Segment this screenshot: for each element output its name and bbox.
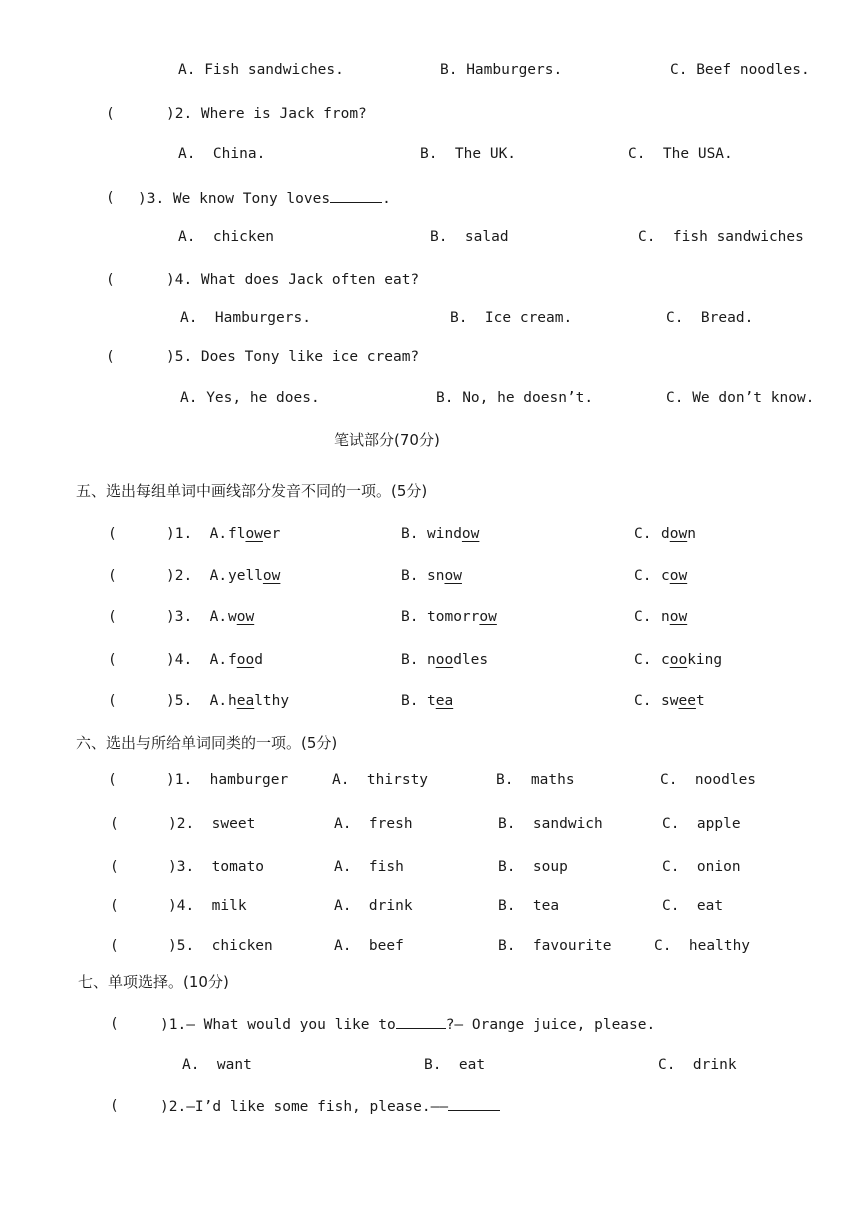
s5-row-number: )2. A. — [166, 568, 228, 584]
s7-q1-option-c: C. drink — [658, 1057, 737, 1073]
s6-row-paren: ( — [108, 772, 117, 788]
q1-option-a: A. Fish sandwiches. — [178, 62, 344, 78]
q3-question — [138, 188, 391, 209]
underlined-letters: ow — [245, 526, 263, 542]
s5-option-b-word: noodles — [427, 652, 489, 668]
s7-q2-question — [160, 1096, 500, 1117]
s5-option-c-label: C. — [634, 609, 652, 625]
s6-row-word: )1. hamburger — [166, 772, 289, 788]
s5-option-a-word: food — [228, 652, 263, 668]
q3-question-end: . — [382, 191, 391, 207]
s5-option-b-label: B. — [401, 526, 419, 542]
s5-option-a-word: yellow — [228, 568, 281, 584]
q2-option-c: C. The USA. — [628, 146, 733, 162]
q3-option-b: B. salad — [430, 229, 509, 245]
s6-option-b: B. tea — [498, 898, 560, 914]
s5-row-paren: ( — [108, 609, 117, 625]
s5-option-b-word: snow — [427, 568, 462, 584]
underlined-letters: ee — [678, 693, 696, 709]
s5-option-c-label: C. — [634, 568, 652, 584]
s5-option-b-word: window — [427, 526, 480, 542]
s6-row-word: )2. sweet — [168, 816, 256, 832]
underlined-letters: ow — [461, 526, 480, 542]
s7-q1-paren: ( — [110, 1016, 119, 1032]
s6-option-a: A. fresh — [334, 816, 413, 832]
q5-option-b: B. No, he doesn’t. — [436, 390, 594, 406]
q1-option-b: B. Hamburgers. — [440, 62, 563, 78]
s6-row-word: )3. tomato — [168, 859, 265, 875]
s6-option-a: A. fish — [334, 859, 404, 875]
s6-option-c: C. apple — [662, 816, 741, 832]
s6-option-b: B. sandwich — [498, 816, 603, 832]
underlined-letters: ow — [262, 568, 281, 584]
q3-option-a: A. chicken — [178, 229, 275, 245]
s5-row-number: )5. A. — [166, 693, 228, 709]
s5-option-a-word: flower — [228, 526, 281, 542]
s5-row-number: )3. A. — [166, 609, 228, 625]
q2-option-b: B. The UK. — [420, 146, 517, 162]
s7-q2-paren: ( — [110, 1098, 119, 1114]
underlined-letters: oo — [669, 652, 688, 668]
s6-row-word: )4. milk — [168, 898, 247, 914]
section6-title: 六、选出与所给单词同类的一项。(5分) — [76, 734, 338, 752]
s5-row-paren: ( — [108, 526, 117, 542]
s5-option-c-word: down — [661, 526, 696, 542]
s5-row-paren: ( — [108, 652, 117, 668]
s7-q1-answer: ?— Orange juice, please. — [445, 1017, 656, 1033]
s5-row-number: )4. A. — [166, 652, 228, 668]
s5-option-b-word: tomorrow — [427, 609, 497, 625]
s5-option-c-word: cooking — [661, 652, 723, 668]
s6-option-b: B. maths — [496, 772, 575, 788]
q4-option-a: A. Hamburgers. — [180, 310, 311, 326]
s5-option-c-label: C. — [634, 652, 652, 668]
q5-option-a: A. Yes, he does. — [180, 390, 320, 406]
q5-option-c: C. We don’t know. — [666, 390, 815, 406]
s7-q1-option-a: A. want — [182, 1057, 252, 1073]
s5-option-c-word: now — [661, 609, 688, 625]
q5-paren: ( — [106, 349, 115, 365]
q4-option-c: C. Bread. — [666, 310, 754, 326]
s5-row-number: )1. A. — [166, 526, 228, 542]
s5-option-b-label: B. — [401, 652, 419, 668]
s6-row-paren: ( — [110, 859, 119, 875]
q3-blank — [330, 188, 382, 203]
s5-option-c-word: sweet — [661, 693, 705, 709]
s5-option-c-label: C. — [634, 526, 652, 542]
q2-option-a: A. China. — [178, 146, 266, 162]
q5-question: )5. Does Tony like ice cream? — [166, 349, 420, 365]
s6-row-paren: ( — [110, 816, 119, 832]
s5-row-paren: ( — [108, 568, 117, 584]
underlined-letters: ow — [669, 609, 688, 625]
underlined-letters: oo — [435, 652, 454, 668]
underlined-letters: ea — [236, 693, 255, 709]
q3-question-text: )3. We know Tony loves — [138, 191, 331, 207]
underlined-letters: ow — [669, 568, 688, 584]
q3-paren: ( — [106, 190, 115, 206]
q4-option-b: B. Ice cream. — [450, 310, 573, 326]
underlined-letters: oo — [236, 652, 255, 668]
s7-q2-blank — [448, 1096, 500, 1111]
s6-option-c: C. onion — [662, 859, 741, 875]
underlined-letters: ow — [236, 609, 255, 625]
s5-option-b-label: B. — [401, 568, 419, 584]
s6-row-paren: ( — [110, 938, 119, 954]
underlined-letters: ow — [669, 526, 688, 542]
s7-q1-text: )1.— What would you like to — [160, 1017, 396, 1033]
s6-option-b: B. favourite — [498, 938, 612, 954]
s7-q1-question — [160, 1014, 655, 1035]
s6-option-c: C. eat — [662, 898, 724, 914]
underlined-letters: ow — [444, 568, 462, 584]
underlined-letters: ow — [479, 609, 497, 625]
s6-option-b: B. soup — [498, 859, 568, 875]
s6-option-a: A. thirsty — [332, 772, 429, 788]
s6-option-c: C. noodles — [660, 772, 757, 788]
s6-option-a: A. drink — [334, 898, 413, 914]
written-part-header: 笔试部分(70分) — [334, 431, 440, 449]
s7-q1-blank — [396, 1014, 446, 1029]
s5-option-c-label: C. — [634, 693, 652, 709]
section7-title: 七、单项选择。(10分) — [78, 973, 229, 991]
q2-paren: ( — [106, 106, 115, 122]
s6-option-a: A. beef — [334, 938, 404, 954]
s5-row-paren: ( — [108, 693, 117, 709]
s5-option-b-label: B. — [401, 609, 419, 625]
section5-title: 五、选出每组单词中画线部分发音不同的一项。(5分) — [76, 482, 428, 500]
q3-option-c: C. fish sandwiches — [638, 229, 804, 245]
q4-paren: ( — [106, 272, 115, 288]
underlined-letters: ea — [435, 693, 454, 709]
s7-q1-option-b: B. eat — [424, 1057, 486, 1073]
s6-row-paren: ( — [110, 898, 119, 914]
s5-option-b-label: B. — [401, 693, 419, 709]
s5-option-b-word: tea — [427, 693, 454, 709]
s5-option-a-word: healthy — [228, 693, 290, 709]
q2-question: )2. Where is Jack from? — [166, 106, 367, 122]
s6-row-word: )5. chicken — [168, 938, 273, 954]
s5-option-c-word: cow — [661, 568, 688, 584]
q4-question: )4. What does Jack often eat? — [166, 272, 420, 288]
q1-option-c: C. Beef noodles. — [670, 62, 810, 78]
s7-q2-text: )2.—I’d like some fish, please.—— — [160, 1099, 449, 1115]
s6-option-c: C. healthy — [654, 938, 751, 954]
s5-option-a-word: wow — [228, 609, 255, 625]
